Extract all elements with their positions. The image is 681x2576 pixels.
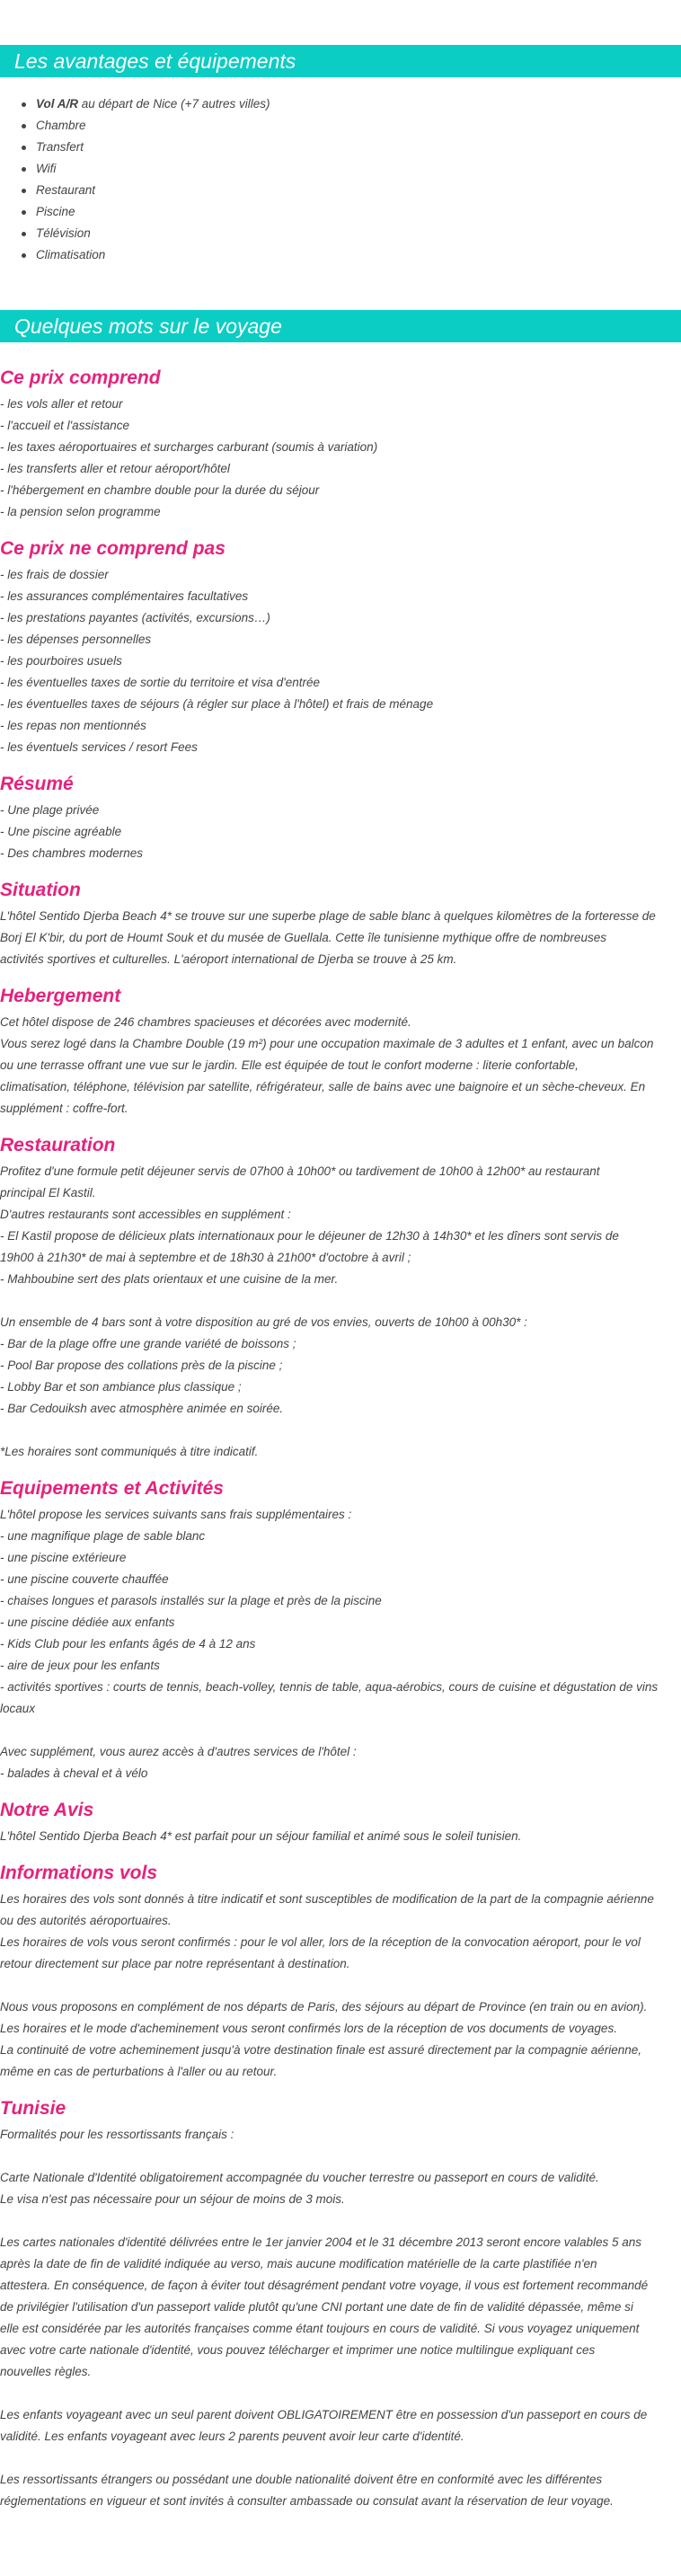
section-line: - activités sportives : courts de tennis, beach-volley, tennis de table, aqua-aérobics, cours de cuisine et dégustation de vins: [0, 1680, 659, 1694]
section-line: - Kids Club pour les enfants âgés de 4 à 12 ans: [0, 1637, 256, 1651]
section-title: Notre Avis: [0, 1800, 94, 1820]
section-line: - une magnifique plage de sable blanc: [0, 1529, 206, 1543]
section-title: Situation: [0, 880, 81, 900]
equipments-heading-band: [0, 45, 681, 77]
section-prix-ne-comprend-pas: [0, 536, 679, 758]
equipment-item-room: [0, 115, 270, 137]
equipment-item-text: au départ de Nice (+7 autres villes): [78, 97, 270, 111]
section-line: avec votre carte nationale d'identité, vous pouvez télécharger et imprimer une notice multilingue expliquant ces: [0, 2343, 596, 2357]
section-line: attestera. En conséquence, de façon à éviter tout désagrément pendant votre voyage, il vous est fortement recommandé: [0, 2279, 649, 2292]
section-line: L'hôtel propose les services suivants sans frais supplémentaires :: [0, 1508, 352, 1521]
section-line: - aire de jeux pour les enfants: [0, 1659, 160, 1672]
equipment-item-flight: [0, 93, 270, 115]
section-line: climatisation, téléphone, télévision par satellite, réfrigérateur, salle de bains avec une baignoire et un sèche-cheveux. En: [0, 1080, 646, 1093]
section-line: Les cartes nationales d'identité délivrées entre le 1er janvier 2004 et le 31 décembre 2013 seront encore valables 5 ans: [0, 2235, 642, 2249]
section-line: nouvelles règles.: [0, 2365, 92, 2378]
section-line: - les repas non mentionnés: [0, 719, 146, 732]
equipment-item-restaurant: [0, 180, 270, 201]
section-line: Carte Nationale d'Identité obligatoirement accompagnée du voucher terrestre ou passeport en cours de validité.: [0, 2171, 599, 2184]
section-line: - les éventuelles taxes de séjours (à régler sur place à l'hôtel) et frais de ménage: [0, 697, 434, 711]
section-line: - les dépenses personnelles: [0, 633, 152, 646]
section-line: - les transferts aller et retour aéroport/hôtel: [0, 462, 230, 475]
section-line: - Pool Bar propose des collations près de la piscine ;: [0, 1359, 283, 1372]
section-line: - les vols aller et retour: [0, 397, 123, 411]
equipment-item-tv: [0, 223, 270, 244]
section-line: principal El Kastil.: [0, 1186, 96, 1199]
equipment-item-bold: Vol A/R: [36, 97, 78, 111]
section-tunisie: [0, 2095, 679, 2512]
section-line: Les ressortissants étrangers ou possédant une double nationalité doivent être en conformité avec les différentes: [0, 2473, 603, 2486]
section-title: Résumé: [0, 774, 74, 794]
equipment-item-text: Chambre: [36, 119, 86, 132]
section-title: Equipements et Activités: [0, 1478, 224, 1499]
section-line: - la pension selon programme: [0, 505, 161, 518]
section-line: Formalités pour les ressortissants français :: [0, 2128, 234, 2141]
section-informations-vols: [0, 1860, 679, 2083]
section-title: Restauration: [0, 1135, 116, 1155]
section-line: La continuité de votre acheminement jusqu'à votre destination finale est assuré directement par la compagnie aérienne,: [0, 2043, 642, 2057]
section-line: - une piscine couverte chauffée: [0, 1572, 169, 1586]
voyage-content: [0, 365, 679, 2525]
section-line: locaux: [0, 1702, 36, 1715]
section-title: Tunisie: [0, 2098, 66, 2119]
section-line: Nous vous proposons en complément de nos départs de Paris, des séjours au départ de Province (en train ou en avion).: [0, 2000, 648, 2014]
section-line: - les pourboires usuels: [0, 654, 122, 668]
blank-line: [0, 2383, 679, 2404]
section-restauration: [0, 1132, 679, 1463]
section-line: elle est considérée par les autorités françaises comme étant toujours en cours de validité. Si vous voyagez uniquement: [0, 2322, 640, 2335]
section-line: - l'hébergement en chambre double pour la durée du séjour: [0, 483, 320, 497]
section-line: Les horaires des vols sont donnés à titre indicatif et sont susceptibles de modification de la part de la compagnie aérienne: [0, 1892, 654, 1906]
section-line: Cet hôtel dispose de 246 chambres spacieuses et décorées avec modernité.: [0, 1015, 411, 1029]
voyage-heading-band: [0, 310, 681, 342]
section-line: Les horaires et le mode d'acheminement vous seront confirmés lors de la réception de vos documents de voyages.: [0, 2022, 617, 2035]
section-line: Borj El K'bir, du port de Houmt Souk et du musée de Guellala. Cette île tunisienne mythique offre de nombreuses: [0, 931, 606, 944]
equipment-item-text: Restaurant: [36, 183, 96, 197]
blank-line: [0, 1720, 679, 1741]
section-line: - Mahboubine sert des plats orientaux et une cuisine de la mer.: [0, 1272, 339, 1286]
section-line: - El Kastil propose de délicieux plats internationaux pour le déjeuner de 12h30 à 14h30* et les dîners sont servis de: [0, 1229, 619, 1243]
section-line: L'hôtel Sentido Djerba Beach 4* se trouve sur une superbe plage de sable blanc à quelques kilomètres de la forteresse de: [0, 909, 656, 923]
section-line: retour directement sur place par notre représentant à destination.: [0, 1957, 350, 1970]
section-line: Les enfants voyageant avec un seul parent doivent OBLIGATOIREMENT être en possession d'un passeport en cours de: [0, 2408, 648, 2421]
section-line: - les éventuelles taxes de sortie du territoire et visa d'entrée: [0, 676, 321, 689]
equipment-item-text: Climatisation: [36, 248, 106, 261]
section-line: - l'accueil et l'assistance: [0, 419, 129, 432]
equipment-item-text: Wifi: [36, 162, 57, 175]
section-resume: [0, 771, 679, 864]
section-line: - Une piscine agréable: [0, 825, 122, 838]
section-line: - Une plage privée: [0, 803, 100, 817]
equipment-item-wifi: [0, 158, 270, 180]
section-line: 19h00 à 21h30* de mai à septembre et de 18h30 à 21h00* d'octobre à avril ;: [0, 1251, 411, 1264]
section-line: de privilégier l'utilisation d'un passeport valide plutôt qu'une CNI portant une date de fin de validité dépassée, même si: [0, 2300, 633, 2314]
section-line: L'hôtel Sentido Djerba Beach 4* est parfait pour un séjour familial et animé sous le soleil tunisien.: [0, 1829, 522, 1843]
section-line: - Des chambres modernes: [0, 846, 144, 860]
blank-line: [0, 1420, 679, 1441]
section-line: - balades à cheval et à vélo: [0, 1766, 148, 1780]
equipment-item-transfer: [0, 137, 270, 158]
equipments-list: [0, 93, 270, 266]
section-line: validité. Les enfants voyageant avec leurs 2 parents peuvent avoir leur carte d'identité.: [0, 2430, 464, 2443]
section-line: après la date de fin de validité indiquée au verso, mais aucune modification matérielle de la carte plastifiée n'en: [0, 2257, 597, 2271]
section-line: - les prestations payantes (activités, excursions…): [0, 611, 270, 624]
section-line: - les éventuels services / resort Fees: [0, 740, 198, 754]
section-title: Hebergement: [0, 986, 121, 1006]
section-line: *Les horaires sont communiqués à titre indicatif.: [0, 1445, 259, 1458]
section-line: - chaises longues et parasols installés sur la plage et près de la piscine: [0, 1594, 382, 1607]
blank-line: [0, 1290, 679, 1312]
blank-line: [0, 2448, 679, 2469]
section-title: Informations vols: [0, 1863, 158, 1883]
section-line: - les frais de dossier: [0, 568, 109, 581]
equipment-item-ac: [0, 244, 270, 266]
voyage-heading: Quelques mots sur le voyage: [14, 314, 282, 338]
equipment-item-text: Transfert: [36, 140, 84, 154]
equipment-item-text: Piscine: [36, 205, 75, 218]
section-hebergement: [0, 983, 679, 1120]
section-line: - une piscine dédiée aux enfants: [0, 1616, 175, 1629]
section-line: Avec supplément, vous aurez accès à d'autres services de l'hôtel :: [0, 1745, 357, 1758]
section-line: Profitez d'une formule petit déjeuner servis de 07h00 à 10h00* ou tardivement de 10h00 à 12h00* au restaurant: [0, 1164, 600, 1178]
equipment-item-pool: [0, 201, 270, 223]
section-line: Les horaires de vols vous seront confirmés : pour le vol aller, lors de la réception de la convocation aéroport, pour le vol: [0, 1935, 641, 1949]
equipment-item-text: Télévision: [36, 226, 91, 240]
section-line: Le visa n'est pas nécessaire pour un séjour de moins de 3 mois.: [0, 2192, 345, 2206]
section-situation: [0, 877, 679, 970]
blank-line: [0, 2210, 679, 2232]
section-equipements-activites: [0, 1475, 679, 1784]
section-line: ou des autorités aéroportuaires.: [0, 1914, 172, 1927]
section-line: supplément : coffre-fort.: [0, 1102, 128, 1115]
section-line: activités sportives et culturelles. L'aéroport international de Djerba se trouve à 25 km.: [0, 952, 457, 966]
section-line: D'autres restaurants sont accessibles en supplément :: [0, 1208, 291, 1221]
blank-line: [0, 2146, 679, 2167]
section-line: - les taxes aéroportuaires et surcharges carburant (soumis à variation): [0, 440, 378, 454]
section-line: - Bar Cedouiksh avec atmosphère animée en soirée.: [0, 1402, 284, 1415]
section-line: Vous serez logé dans la Chambre Double (19 m²) pour une occupation maximale de 3 adultes et 1 enfant, avec un balcon: [0, 1037, 654, 1050]
equipments-heading: Les avantages et équipements: [14, 49, 296, 73]
blank-line: [0, 1975, 679, 1996]
section-title: Ce prix comprend: [0, 367, 161, 388]
section-title: Ce prix ne comprend pas: [0, 538, 226, 559]
section-line: réglementations en vigueur et sont invités à consulter ambassade ou consulat avant la réservation de leur voyage.: [0, 2494, 614, 2508]
section-prix-comprend: [0, 365, 679, 523]
section-line: ou une terrasse offrant une vue sur le jardin. Elle est équipée de tout le confort moderne : literie confortable,: [0, 1058, 579, 1072]
section-line: - une piscine extérieure: [0, 1551, 127, 1564]
section-line: même en cas de perturbations à l'aller ou au retour.: [0, 2065, 278, 2078]
section-notre-avis: [0, 1797, 679, 1847]
section-line: - Bar de la plage offre une grande variété de boissons ;: [0, 1337, 296, 1350]
section-line: Un ensemble de 4 bars sont à votre disposition au gré de vos envies, ouverts de 10h00 à 00h30* :: [0, 1315, 527, 1329]
section-line: - les assurances complémentaires facultatives: [0, 589, 249, 603]
section-line: - Lobby Bar et son ambiance plus classique ;: [0, 1380, 242, 1394]
